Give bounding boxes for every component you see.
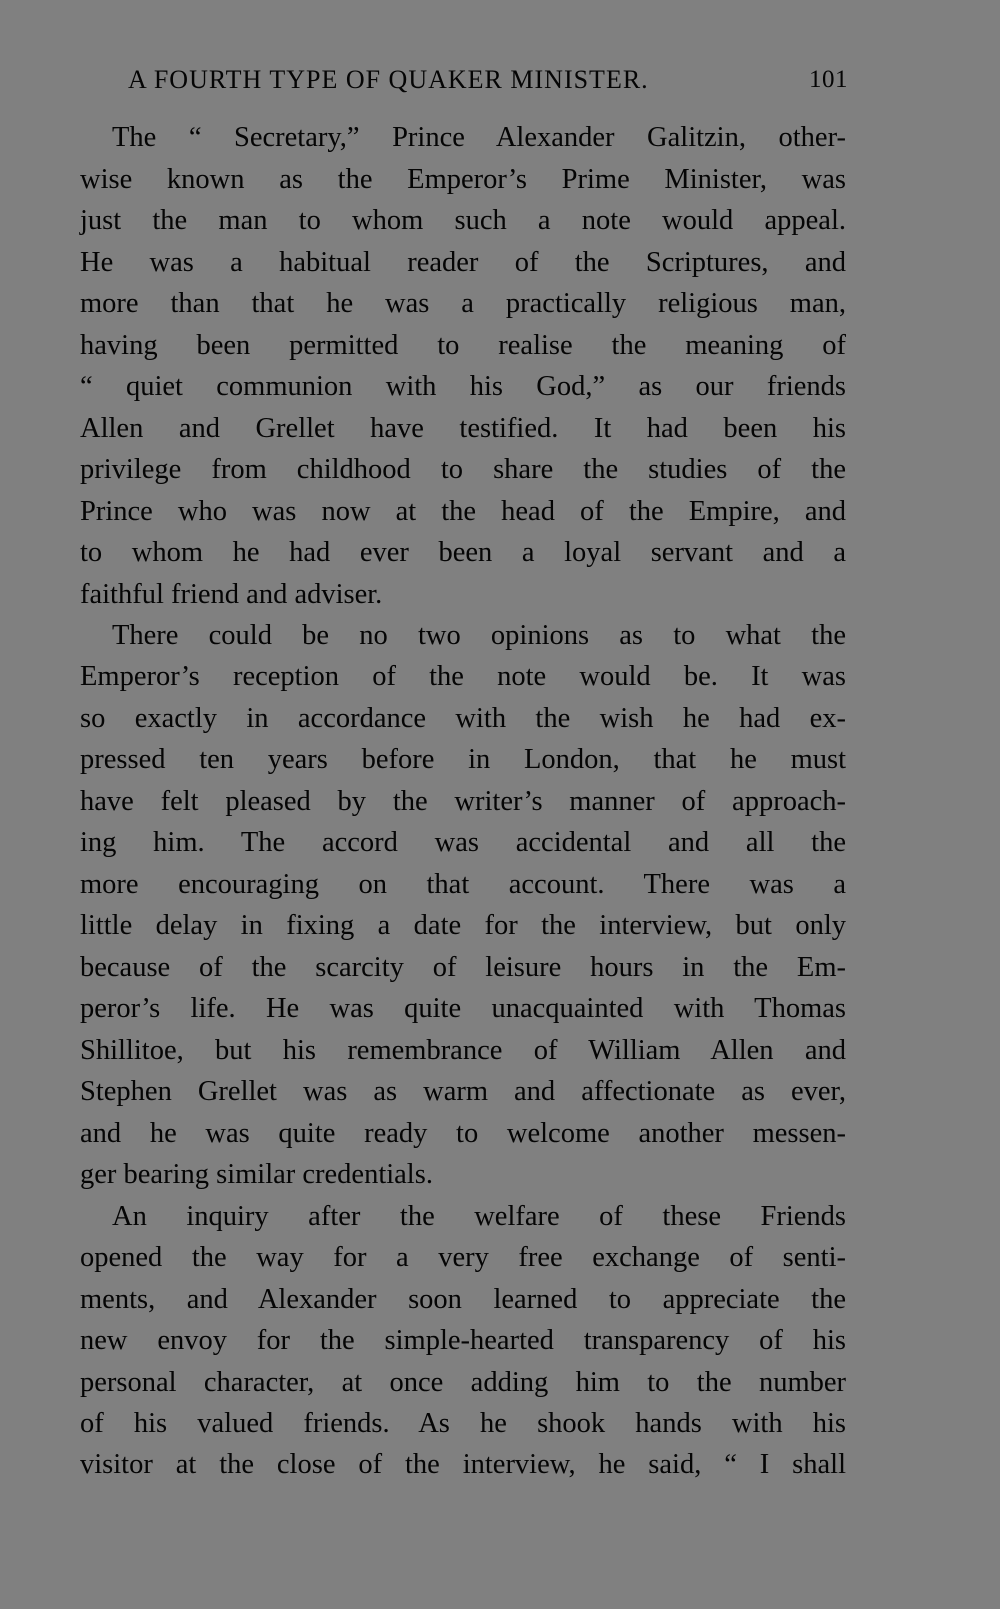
text-line: Prince who was now at the head of the Empire, and <box>80 496 846 527</box>
text-line: Emperor’s reception of the note would be. It was <box>80 661 846 692</box>
text-line: wise known as the Emperor’s Prime Minister, was <box>80 164 846 195</box>
running-head-title: A FOURTH TYPE OF QUAKER MINISTER. <box>128 65 649 94</box>
text-line: The “ Secretary,” Prince Alexander Galitzin, other- <box>112 122 846 153</box>
text-line: ger bearing similar credentials. <box>80 1159 433 1190</box>
text-line: just the man to whom such a note would appeal. <box>80 205 846 236</box>
text-line: Shillitoe, but his remembrance of William Allen and <box>80 1035 846 1066</box>
text-line: peror’s life. He was quite unacquainted with Thomas <box>80 993 846 1024</box>
text-line: new envoy for the simple-hearted transparency of his <box>80 1325 846 1356</box>
text-line: He was a habitual reader of the Scriptures, and <box>80 247 846 278</box>
text-line: ing him. The accord was accidental and all the <box>80 827 846 858</box>
text-line: have felt pleased by the writer’s manner of approach- <box>80 786 846 817</box>
text-line: more encouraging on that account. There was a <box>80 869 846 900</box>
text-line: to whom he had ever been a loyal servant and a <box>80 537 846 568</box>
text-line: pressed ten years before in London, that he must <box>80 744 846 775</box>
text-line: An inquiry after the welfare of these Friends <box>112 1201 846 1232</box>
text-line: personal character, at once adding him to the number <box>80 1367 846 1398</box>
text-line: opened the way for a very free exchange of senti- <box>80 1242 846 1273</box>
text-line: and he was quite ready to welcome another messen- <box>80 1118 846 1149</box>
text-line: Allen and Grellet have testified. It had been his <box>80 413 846 444</box>
running-header <box>128 58 848 102</box>
text-line: of his valued friends. As he shook hands with his <box>80 1408 846 1439</box>
text-line: privilege from childhood to share the studies of the <box>80 454 846 485</box>
text-line: because of the scarcity of leisure hours in the Em- <box>80 952 846 983</box>
text-line: Stephen Grellet was as warm and affectionate as ever, <box>80 1076 846 1107</box>
text-line: visitor at the close of the interview, he said, “ I shall <box>80 1449 846 1480</box>
page-number: 101 <box>809 66 848 93</box>
text-line: so exactly in accordance with the wish he had ex- <box>80 703 846 734</box>
text-line: ments, and Alexander soon learned to appreciate the <box>80 1284 846 1315</box>
text-line: having been permitted to realise the meaning of <box>80 330 846 361</box>
text-line: faithful friend and adviser. <box>80 579 383 610</box>
text-line: more than that he was a practically religious man, <box>80 288 846 319</box>
text-line: “ quiet communion with his God,” as our friends <box>80 371 846 402</box>
text-line: There could be no two opinions as to what the <box>112 620 846 651</box>
text-line: little delay in fixing a date for the interview, but only <box>80 910 846 941</box>
